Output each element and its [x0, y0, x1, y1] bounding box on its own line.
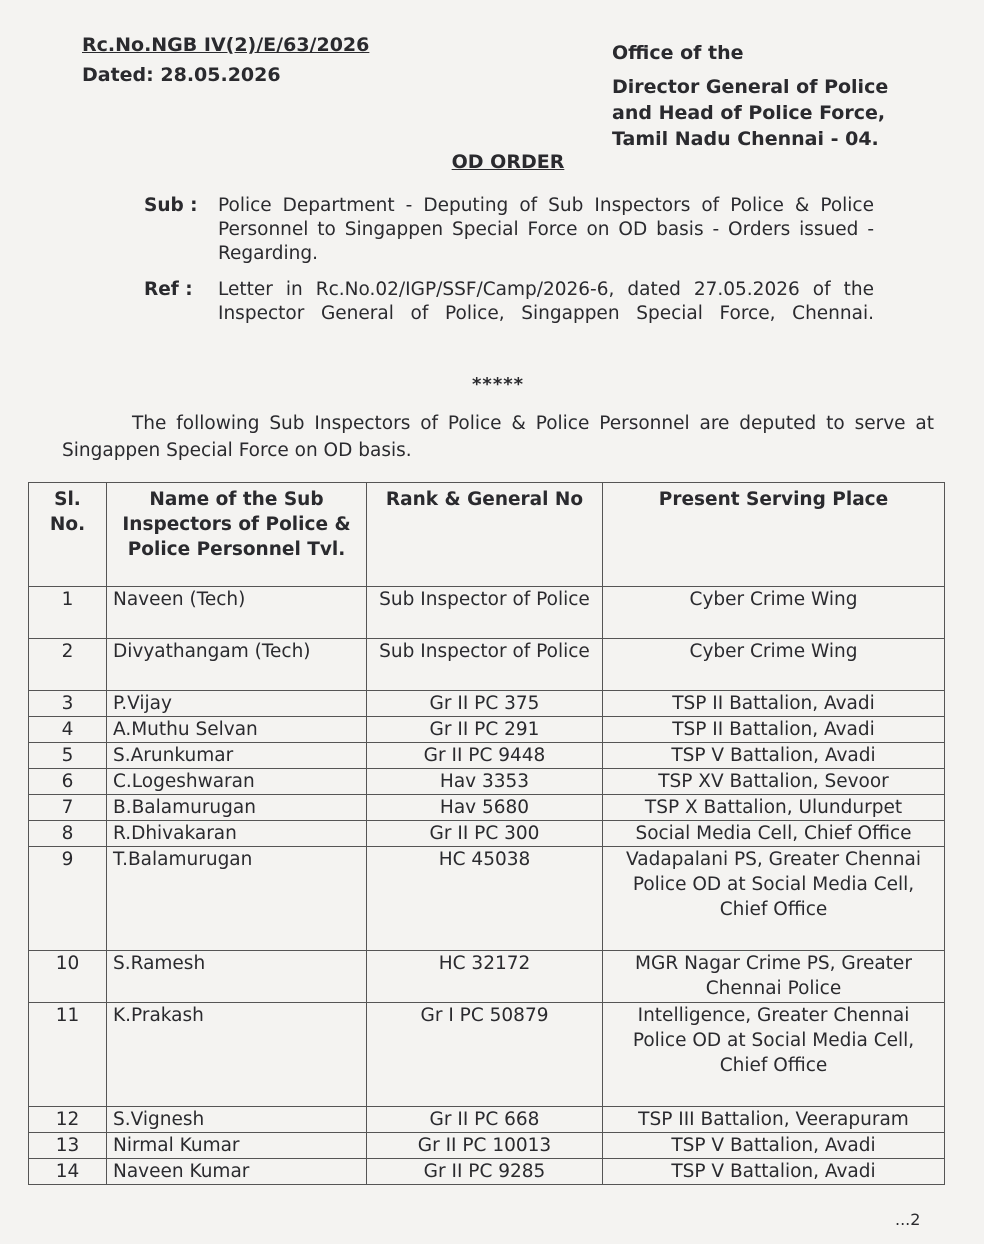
name-cell: Naveen Kumar — [107, 1159, 367, 1185]
name-cell: S.Arunkumar — [107, 743, 367, 769]
rank-cell: HC 32172 — [367, 951, 603, 1003]
name-cell: R.Dhivakaran — [107, 821, 367, 847]
name-cell: P.Vijay — [107, 691, 367, 717]
office-line: Tamil Nadu Chennai - 04. — [612, 128, 879, 150]
personnel-table — [28, 482, 945, 1185]
column-header-place: Present Serving Place — [603, 483, 945, 587]
serial-number-cell: 8 — [29, 821, 107, 847]
rank-cell: Gr II PC 375 — [367, 691, 603, 717]
rank-cell: Hav 5680 — [367, 795, 603, 821]
serial-number-cell: 5 — [29, 743, 107, 769]
table-row — [29, 795, 945, 821]
serving-place-cell: Cyber Crime Wing — [603, 639, 945, 691]
page-continuation-marker: ...2 — [895, 1210, 921, 1229]
subject-label: Sub : — [144, 195, 198, 216]
serving-place-cell: Social Media Cell, Chief Office — [603, 821, 945, 847]
separator: ***** — [472, 374, 525, 395]
serial-number-cell: 4 — [29, 717, 107, 743]
table-row — [29, 1133, 945, 1159]
serving-place-cell: TSP XV Battalion, Sevoor — [603, 769, 945, 795]
name-cell: Divyathangam (Tech) — [107, 639, 367, 691]
name-cell: Naveen (Tech) — [107, 587, 367, 639]
reference-number: Rc.No.NGB IV(2)/E/63/2026 — [82, 34, 370, 56]
office-address — [612, 40, 888, 152]
table-row — [29, 847, 945, 951]
reference-label: Ref : — [144, 279, 193, 300]
serving-place-cell: TSP II Battalion, Avadi — [603, 717, 945, 743]
name-cell: Nirmal Kumar — [107, 1133, 367, 1159]
table-row — [29, 1003, 945, 1107]
table-row — [29, 1159, 945, 1185]
table-row — [29, 821, 945, 847]
name-cell: S.Ramesh — [107, 951, 367, 1003]
serial-number-cell: 14 — [29, 1159, 107, 1185]
rank-cell: Gr II PC 9285 — [367, 1159, 603, 1185]
order-title: OD ORDER — [451, 151, 565, 173]
rank-cell: Gr II PC 10013 — [367, 1133, 603, 1159]
serial-number-cell: 13 — [29, 1133, 107, 1159]
serving-place-cell: Vadapalani PS, Greater Chennai Police OD at Social Media Cell, Chief Office — [603, 847, 945, 951]
table-header-row — [29, 483, 945, 587]
office-line: Director General of Police — [612, 76, 889, 98]
serial-number-cell: 3 — [29, 691, 107, 717]
rank-cell: Gr II PC 291 — [367, 717, 603, 743]
rank-cell: Gr II PC 668 — [367, 1107, 603, 1133]
serial-number-cell: 1 — [29, 587, 107, 639]
rank-cell: HC 45038 — [367, 847, 603, 951]
reference-block — [82, 30, 369, 90]
rank-cell: Gr II PC 300 — [367, 821, 603, 847]
reference-text: Letter in Rc.No.02/IGP/SSF/Camp/2026-6, dated 27.05.2026 of the Inspector General of Police, Singappen Special Force, Chennai. — [218, 279, 874, 324]
rank-cell: Hav 3353 — [367, 769, 603, 795]
order-date: Dated: 28.05.2026 — [82, 64, 281, 86]
serving-place-cell: MGR Nagar Crime PS, Greater Chennai Police — [603, 951, 945, 1003]
serial-number-cell: 10 — [29, 951, 107, 1003]
table-row — [29, 951, 945, 1003]
name-cell: B.Balamurugan — [107, 795, 367, 821]
serving-place-cell: TSP III Battalion, Veerapuram — [603, 1107, 945, 1133]
table-row — [29, 587, 945, 639]
serial-number-cell: 9 — [29, 847, 107, 951]
serial-number-cell: 7 — [29, 795, 107, 821]
intro-paragraph: The following Sub Inspectors of Police & Police Personnel are deputed to serve at Singappen Special Force on OD basis. — [62, 413, 934, 461]
office-line: Office of the — [612, 42, 744, 64]
table-row — [29, 769, 945, 795]
rank-cell: Sub Inspector of Police — [367, 587, 603, 639]
office-line: and Head of Police Force, — [612, 102, 886, 124]
name-cell: T.Balamurugan — [107, 847, 367, 951]
serial-number-cell: 6 — [29, 769, 107, 795]
name-cell: A.Muthu Selvan — [107, 717, 367, 743]
serial-number-cell: 12 — [29, 1107, 107, 1133]
subject-text: Police Department - Deputing of Sub Inspectors of Police & Police Personnel to Singappen Special Force on OD basis - Orders issued - Regarding. — [218, 195, 874, 264]
serving-place-cell: TSP V Battalion, Avadi — [603, 1133, 945, 1159]
table-row — [29, 639, 945, 691]
column-header-sl-no: Sl. No. — [29, 483, 107, 587]
table-row — [29, 691, 945, 717]
name-cell: K.Prakash — [107, 1003, 367, 1107]
serving-place-cell: Intelligence, Greater Chennai Police OD at Social Media Cell, Chief Office — [603, 1003, 945, 1107]
serial-number-cell: 2 — [29, 639, 107, 691]
name-cell: S.Vignesh — [107, 1107, 367, 1133]
serving-place-cell: TSP V Battalion, Avadi — [603, 1159, 945, 1185]
rank-cell: Sub Inspector of Police — [367, 639, 603, 691]
serving-place-cell: TSP X Battalion, Ulundurpet — [603, 795, 945, 821]
table-row — [29, 1107, 945, 1133]
column-header-rank: Rank & General No — [367, 483, 603, 587]
serving-place-cell: Cyber Crime Wing — [603, 587, 945, 639]
name-cell: C.Logeshwaran — [107, 769, 367, 795]
serving-place-cell: TSP V Battalion, Avadi — [603, 743, 945, 769]
rank-cell: Gr I PC 50879 — [367, 1003, 603, 1107]
table-row — [29, 743, 945, 769]
rank-cell: Gr II PC 9448 — [367, 743, 603, 769]
column-header-name: Name of the Sub Inspectors of Police & Police Personnel Tvl. — [107, 483, 367, 587]
serving-place-cell: TSP II Battalion, Avadi — [603, 691, 945, 717]
serial-number-cell: 11 — [29, 1003, 107, 1107]
table-row — [29, 717, 945, 743]
